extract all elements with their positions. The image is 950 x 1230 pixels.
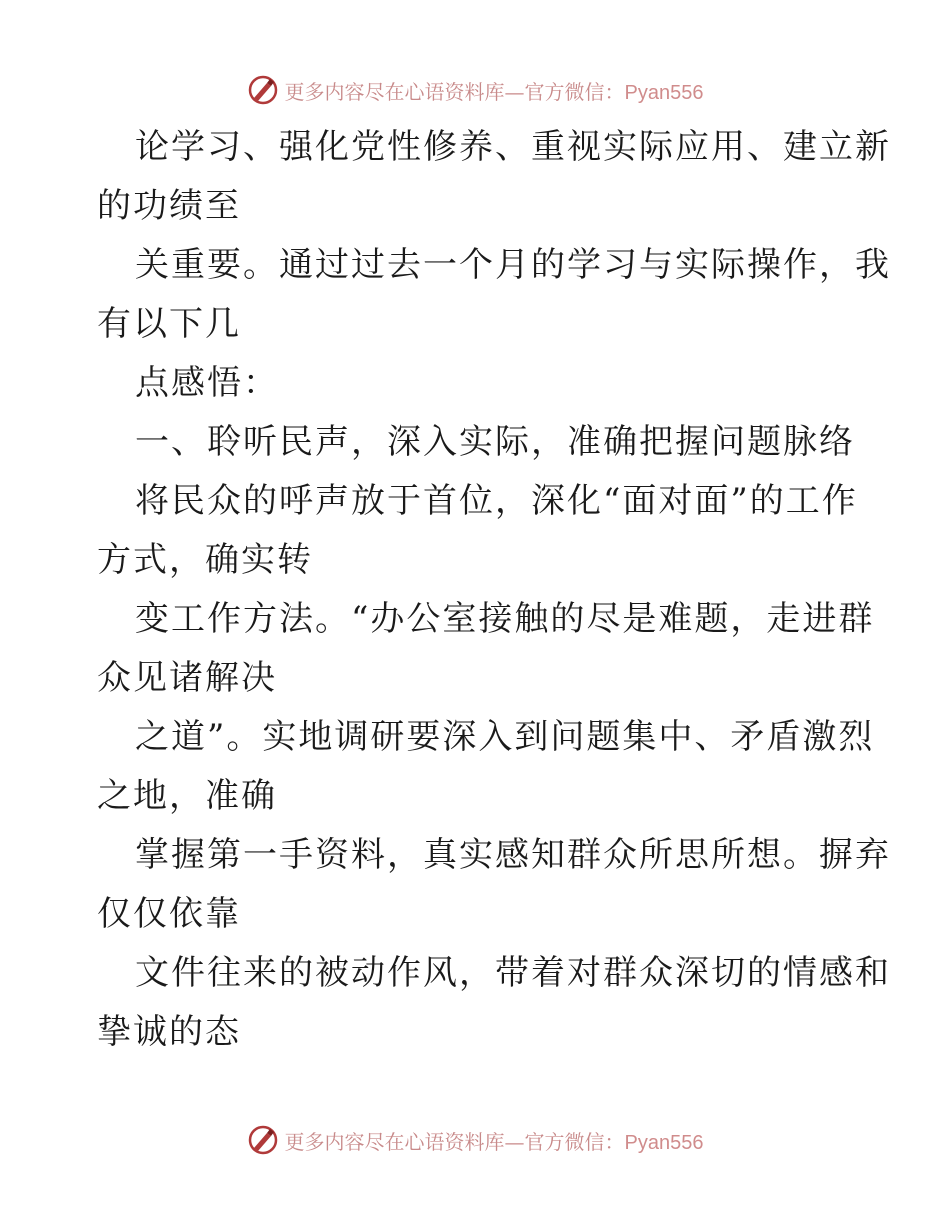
- text-line: 方式，确实转: [97, 540, 313, 580]
- text-line: 的功绩至: [97, 186, 241, 226]
- text-line: 点感悟：: [135, 363, 279, 403]
- text-line: 仅仅依靠: [97, 894, 241, 934]
- text-line: 挚诚的态: [97, 1012, 241, 1052]
- text-line: 之道”。实地调研要深入到问题集中、矛盾激烈: [135, 717, 875, 757]
- text-line: 将民众的呼声放于首位，深化“面对面”的工作: [135, 481, 858, 521]
- text-line: 关重要。通过过去一个月的学习与实际操作，我: [135, 245, 891, 285]
- pen-circle-logo-icon: [247, 1124, 279, 1156]
- text-line: 变工作方法。“办公室接触的尽是难题，走进群: [135, 599, 875, 639]
- document-body: [97, 118, 891, 1062]
- header-watermark: [0, 70, 950, 110]
- watermark-text: 更多内容尽在心语资料库—官方微信：Pyan556: [284, 1129, 704, 1154]
- text-line: 有以下几: [97, 304, 241, 344]
- footer-watermark: [0, 1120, 950, 1160]
- text-line: 文件往来的被动作风，带着对群众深切的情感和: [135, 953, 891, 993]
- watermark-text: 更多内容尽在心语资料库—官方微信：Pyan556: [284, 79, 704, 104]
- text-line: 众见诸解决: [97, 658, 277, 698]
- text-line: 之地，准确: [97, 776, 277, 816]
- text-line: 掌握第一手资料，真实感知群众所思所想。摒弃: [135, 835, 891, 875]
- text-line: 论学习、强化党性修养、重视实际应用、建立新: [135, 127, 891, 167]
- pen-circle-logo-icon: [247, 74, 279, 106]
- text-line: 一、聆听民声，深入实际，准确把握问题脉络: [135, 422, 855, 462]
